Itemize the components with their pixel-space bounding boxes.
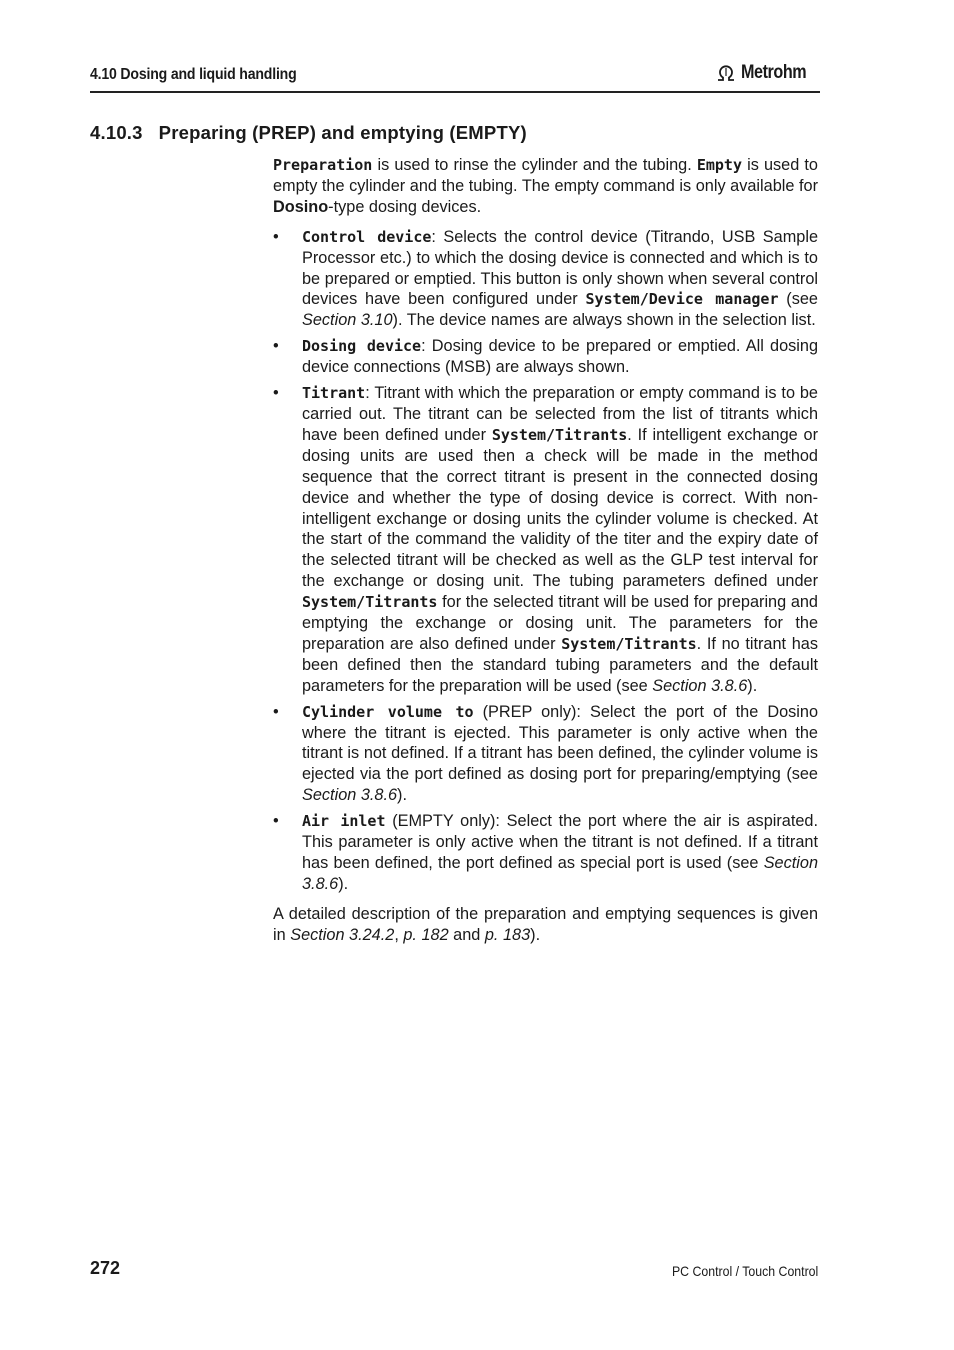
item-text: (see bbox=[778, 290, 818, 309]
intro-text: is used to rinse the cylinder and the tubing. bbox=[372, 156, 697, 174]
page-reference: p. 182 bbox=[403, 925, 449, 944]
header-divider bbox=[90, 91, 820, 93]
bullet: • bbox=[273, 812, 279, 831]
section-heading bbox=[90, 122, 527, 144]
item-text: . If intelligent exchange or dosing units are used then a check will be made in the method sequence that the correct titrant is present in the connected dosing device and whether the type of dosing device is correct. With non-intelligent exchange or dosing units the cylinder volume is checked. At the start of the command the validity of the titer and the expiry date of the selected titrant will be checked as well as the GLP test interval for the exchange or dosing unit. The tubing parameters defined under bbox=[302, 425, 818, 591]
omega-logo-icon bbox=[715, 64, 737, 82]
closing-text: ). bbox=[530, 925, 541, 944]
page-reference: p. 183 bbox=[484, 925, 531, 944]
page-number: 272 bbox=[90, 1258, 121, 1278]
closing-text: , bbox=[394, 925, 404, 944]
term-cylinder-volume-to: Cylinder volume to bbox=[302, 702, 474, 721]
section-number: 4.10.3 bbox=[90, 122, 143, 143]
item-text: ). The device names are always shown in the selection list. bbox=[392, 311, 816, 330]
term-dosing-device: Dosing device bbox=[302, 337, 422, 356]
term-system-titrants: System/Titrants bbox=[302, 593, 438, 612]
item-text: : Selects the control device (Titrando, USB Sample Processor etc.) to which the dosing device is connected and which is to be prepared or emptied. This button is only shown when several control devices have been configured under bbox=[302, 227, 818, 309]
list-item-dosing-device bbox=[273, 336, 818, 378]
dosino-term: Dosino bbox=[273, 197, 329, 216]
list-item-titrant bbox=[273, 383, 818, 697]
item-text: ). bbox=[338, 874, 349, 893]
parameter-list bbox=[273, 227, 818, 895]
term-control-device: Control device bbox=[302, 227, 432, 246]
item-text: : Titrant with which the preparation or empty command is to be carried out. The titrant can be selected from the list of titrants which have been defined under bbox=[302, 384, 818, 444]
section-reference: Section 3.8.6 bbox=[302, 854, 818, 893]
bullet: • bbox=[273, 227, 279, 246]
item-text: for the selected titrant will be used for preparing and emptying the exchange or dosing unit. The parameters for the preparation are also defined under bbox=[302, 593, 818, 653]
item-text: ). bbox=[397, 786, 407, 805]
item-text: (PREP only): Select the port of the Dosino where the titrant is ejected. This parameter is only active when the titrant is not defined. If a titrant has been defined, the cylinder volume is ejected via the port defined as dosing port for preparing/emptying (see bbox=[302, 702, 819, 784]
item-text: ). bbox=[747, 676, 758, 695]
brand-name: Metrohm bbox=[741, 62, 807, 83]
bullet: • bbox=[273, 702, 279, 721]
section-reference: Section 3.8.6 bbox=[302, 786, 398, 805]
bullet: • bbox=[273, 337, 279, 356]
item-text: (EMPTY only): Select the port where the air is aspirated. This parameter is only active when the titrant is not defined. If a titrant has been defined, the port defined as special port is used (see bbox=[302, 812, 819, 872]
brand-logo bbox=[715, 62, 818, 84]
empty-term: Empty bbox=[696, 156, 742, 174]
body-text bbox=[273, 155, 818, 946]
section-reference: Section 3.24.2 bbox=[290, 925, 395, 944]
intro-text: -type dosing devices. bbox=[328, 197, 482, 216]
closing-text: A detailed description of the preparation and emptying sequences is given in bbox=[273, 904, 818, 944]
term-system-device-manager: System/Device manager bbox=[585, 290, 779, 309]
list-item-control-device bbox=[273, 227, 818, 332]
running-header-title: 4.10 Dosing and liquid handling bbox=[90, 66, 297, 83]
term-system-titrants: System/Titrants bbox=[491, 425, 628, 444]
list-item-cylinder-volume bbox=[273, 702, 818, 807]
preparation-term: Preparation bbox=[273, 156, 373, 174]
intro-paragraph bbox=[273, 155, 818, 218]
bullet: • bbox=[273, 384, 279, 403]
item-text: . If no titrant has been defined then the standard tubing parameters and the default parameters for the preparation will be used (see bbox=[302, 634, 818, 695]
list-item-air-inlet bbox=[273, 811, 818, 895]
term-air-inlet: Air inlet bbox=[302, 812, 386, 831]
term-system-titrants: System/Titrants bbox=[561, 634, 697, 653]
section-reference: Section 3.10 bbox=[302, 311, 393, 330]
term-titrant: Titrant bbox=[302, 384, 366, 403]
intro-text: is used to empty the cylinder and the tubing. The empty command is only available for bbox=[273, 156, 818, 195]
closing-paragraph bbox=[273, 904, 818, 946]
closing-text: and bbox=[448, 925, 485, 944]
section-title-text: Preparing (PREP) and emptying (EMPTY) bbox=[158, 122, 527, 143]
item-text: : Dosing device to be prepared or emptied. All dosing device connections (MSB) are always shown. bbox=[302, 337, 819, 377]
section-reference: Section 3.8.6 bbox=[652, 676, 748, 695]
footer-product-name: PC Control / Touch Control bbox=[671, 1263, 818, 1279]
